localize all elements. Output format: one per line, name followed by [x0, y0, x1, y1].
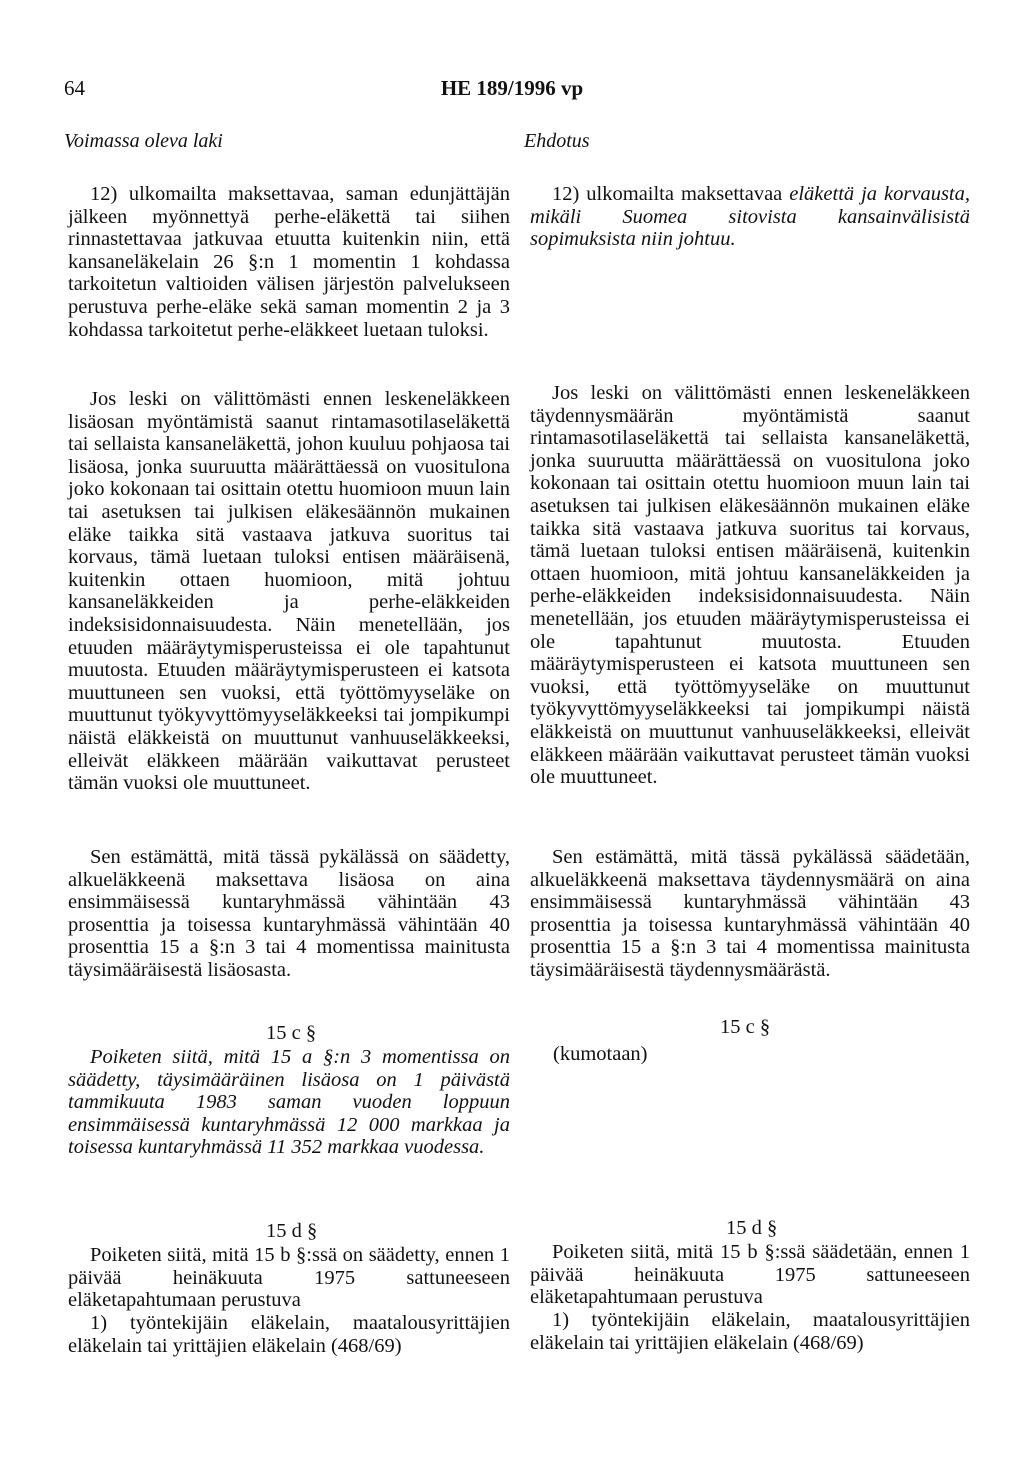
right-section-15d-text: Poiketen siitä, mitä 15 b §:ssä säädetään, ennen 1 päivää heinäkuuta 1975 sattuneeseen eläketapahtumaan perustuva: [530, 1241, 970, 1309]
right-paragraph-sen: Sen estämättä, mitä tässä pykälässä säädetään, alkueläkkeenä maksettava täydennysmäärä on aina ensimmäisessä kuntaryhmässä vähintään 43 prosenttia ja toisessa kuntaryhmässä vähintään 40 prosenttia 15 a §:n 3 tai 4 momentissa mainitusta täysimääräisestä täydennysmäärästä.: [530, 846, 970, 981]
right-column-heading: Ehdotus: [524, 130, 590, 152]
document-title: HE 189/1996 vp: [440, 76, 584, 100]
left-section-15d-text: Poiketen siitä, mitä 15 b §:ssä on säädetty, ennen 1 päivää heinäkuuta 1975 sattuneeseen eläketapahtumaan perustuva: [68, 1244, 510, 1312]
right-section-15d-item-1: 1) työntekijäin eläkelain, maatalousyrittäjien eläkelain tai yrittäjien eläkelain (468/69): [530, 1309, 970, 1354]
right-section-15d-heading: 15 d §: [726, 1217, 778, 1239]
right-paragraph-12-italic: eläkettä ja korvausta, mikäli Suomea sitovista kansainvälisistä sopimuksista niin johtuu.: [530, 183, 971, 251]
left-paragraph-leski: Jos leski on välittömästi ennen leskeneläkkeen lisäosan myöntämistä saanut rintamasotilaseläkettä tai sellaista kansaneläkettä, johon kuuluu pohjaosa tai lisäosa, jonka suuruutta määrättäessä on vuositulona joko kokonaan tai osittain otettu huomioon muun lain tai asetuksen tai julkisen eläkesäännön mukainen eläke taikka sitä vastaava jatkuva suoritus tai korvaus, tämä luetaan tuloksi entisen määräisenä, kuitenkin ottaen huomioon, mitä johtuu kansaneläkkeiden ja perhe-eläkkeiden indeksisidonnaisuudesta. Näin menetellään, jos etuuden määräytymisperusteissa ei ole tapahtunut muutosta. Etuuden määräytymisperusteen ei katsota muuttuneen sen vuoksi, että työttömyyseläke on muuttunut työkyvyttömyyseläkkeeksi tai jompikumpi näistä eläkkeistä on muuttunut vanhuuseläkkeeksi, elleivät eläkkeen määrään vaikuttavat perusteet tämän vuoksi ole muuttuneet.: [68, 388, 510, 795]
left-paragraph-sen: Sen estämättä, mitä tässä pykälässä on säädetty, alkueläkkeenä maksettava lisäosa on aina ensimmäisessä kuntaryhmässä vähintään 43 prosenttia ja toisessa kuntaryhmässä vähintään 40 prosenttia 15 a §:n 3 tai 4 momentissa mainitusta täysimääräisestä lisäosasta.: [68, 846, 510, 981]
left-section-15d-heading: 15 d §: [266, 1220, 318, 1242]
left-section-15d-item-1: 1) työntekijäin eläkelain, maatalousyrittäjien eläkelain tai yrittäjien eläkelain (468/69): [68, 1312, 510, 1357]
left-section-15c-heading: 15 c §: [266, 1022, 317, 1044]
left-column-heading: Voimassa oleva laki: [64, 130, 223, 152]
right-kumotaan-label: (kumotaan): [553, 1043, 648, 1065]
right-paragraph-12-plain: 12) ulkomailta maksettavaa: [552, 183, 790, 205]
right-section-15c-heading: 15 c §: [720, 1016, 771, 1038]
right-paragraph-leski: Jos leski on välittömästi ennen leskeneläkkeen täydennysmäärän myöntämistä saanut rintamasotilaseläkettä tai sellaista kansaneläkettä, jonka suuruutta määrättäessä on vuositulona joko kokonaan tai osittain otettu huomioon muun lain tai asetuksen tai julkisen eläkesäännön mukainen eläke taikka sitä vastaava jatkuva suoritus tai korvaus, tämä luetaan tuloksi entisen määräisenä, kuitenkin ottaen huomioon, mitä johtuu kansaneläkkeiden ja perhe-eläkkeiden indeksisidonnaisuudesta. Näin menetellään, jos etuuden määräytymisperusteissa ei ole tapahtunut muutosta. Etuuden määräytymisperusteen ei katsota muuttuneen sen vuoksi, että työttömyyseläke on muuttunut työkyvyttömyyseläkkeeksi tai jompikumpi näistä eläkkeistä on muuttunut vanhuuseläkkeeksi, elleivät eläkkeen määrään vaikuttavat perusteet tämän vuoksi ole muuttuneet.: [530, 382, 970, 789]
right-paragraph-12: [530, 183, 970, 251]
left-paragraph-12: 12) ulkomailta maksettavaa, saman edunjättäjän jälkeen myönnettyä perhe-eläkettä tai siihen rinnastettavaa jatkuvaa etuutta kuitenkin niin, että kansaneläkelain 26 §:n 1 momentin 1 kohdassa tarkoitetun valtioiden välisen järjestön palvelukseen perustuva perhe-eläke sekä saman momentin 2 ja 3 kohdassa tarkoitetut perhe-eläkkeet luetaan tuloksi.: [68, 183, 510, 341]
page-number: 64: [64, 76, 85, 100]
left-section-15c-text: Poiketen siitä, mitä 15 a §:n 3 momentissa on säädetty, täysimääräinen lisäosa on 1 päivästä tammikuuta 1983 saman vuoden loppuun ensimmäisessä kuntaryhmässä 12 000 markkaa ja toisessa kuntaryhmässä 11 352 markkaa vuodessa.: [68, 1046, 510, 1159]
